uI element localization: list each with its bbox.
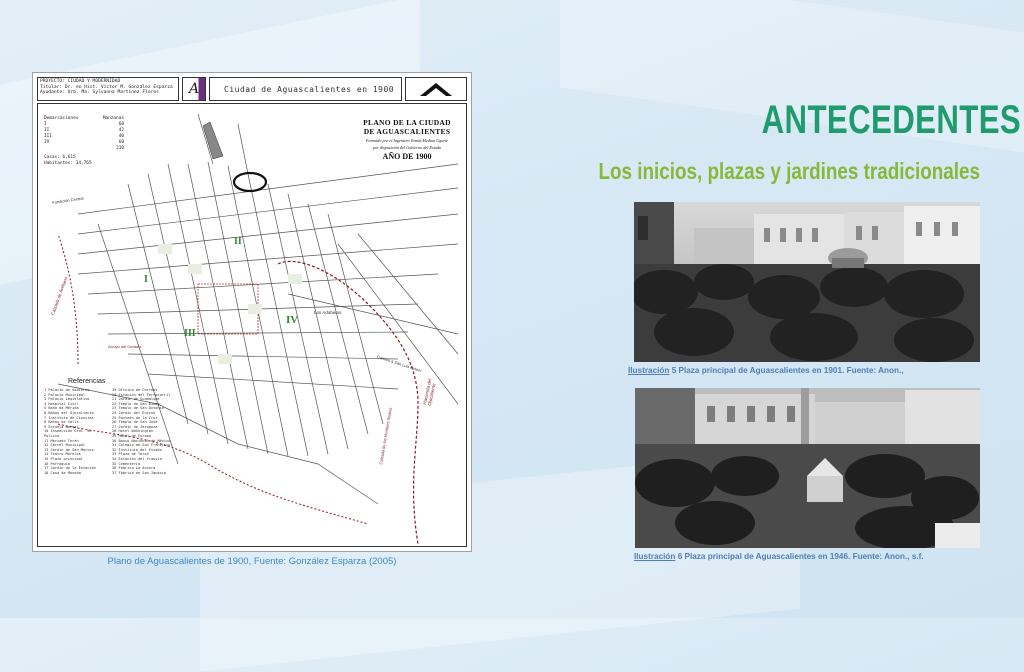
map-project-info	[37, 77, 179, 101]
photo-caption	[628, 366, 904, 375]
map-header	[37, 77, 467, 101]
street-label: Hacienda del Ojocaliente	[422, 378, 437, 407]
reference-item: 24 Jardín del Encino	[112, 410, 156, 415]
stats-header: Demarcaciones Manzanas	[44, 116, 124, 121]
stats-casas: Casas: 6,615	[44, 155, 76, 160]
reference-item: 3 Palacio Legislativo	[44, 397, 90, 402]
zone-label: I	[144, 274, 148, 285]
north-arrow-box	[405, 77, 467, 101]
project-line: PROYECTO: CIUDAD Y MODERNIDAD	[40, 79, 121, 84]
map-header-title: Ciudad de Aguascalientes en 1900	[209, 77, 402, 101]
street-label: Camino a San Luis Potosí	[376, 354, 422, 374]
page-title: ANTECEDENTES	[761, 98, 1022, 142]
stats-row: IV 60	[44, 140, 124, 145]
reference-item: 13 Jardín de San Marcos	[44, 447, 94, 452]
map-logo-letter: A	[188, 81, 200, 97]
reference-item: 23 Templo de San Antonio	[112, 406, 164, 411]
map-title-small: por disposición del Gobierno del Estado	[372, 145, 442, 150]
reference-item: 34 Estación del tranvía	[112, 456, 162, 461]
reference-item: 36 Fábrica La Aurora	[112, 466, 156, 471]
map-statistics	[44, 116, 144, 167]
map-caption: Plano de Aguascalientes de 1900, Fuente: González Esparza (2005)	[107, 556, 397, 567]
caption-link[interactable]: Ilustración	[628, 366, 670, 375]
photo-plaza-1901	[634, 202, 980, 362]
caption-text: 5 Plaza principal de Aguascalientes en 1901. Fuente: Anon.,	[671, 366, 904, 375]
city-map-figure	[32, 72, 472, 552]
reference-item: 9 Escuela Normal	[44, 424, 79, 429]
photo-caption	[634, 552, 924, 561]
map-title-block	[352, 118, 462, 161]
reference-item: 35 Cementerio	[112, 461, 141, 466]
reference-item: 7 Instituto de Ciencias	[44, 415, 94, 420]
street-label: Fundición Central	[52, 195, 84, 205]
reference-item: 6 Baños del Ojocaliente	[44, 410, 94, 415]
stats-row: III 40	[44, 134, 124, 139]
reference-item: 20 Estación del Ferrocarril	[112, 392, 171, 397]
reference-item: 25 Panteón de la Cruz	[112, 415, 158, 420]
reference-item: 10 Inspección Gral. de Policía	[44, 429, 92, 438]
reference-item: 4 Hospital Civil	[44, 401, 79, 406]
reference-item: 5 Baño de Mérida	[44, 406, 79, 411]
reference-item: 17 Jardín de la Estación	[44, 466, 96, 471]
reference-item: 15 Plaza principal	[44, 456, 83, 461]
map-title-small: Formado por el Ingeniero Tomás Medina Ugarte	[365, 138, 449, 143]
reference-item: 11 Mercado Terán	[44, 438, 79, 443]
reference-item: 33 Plaza de Toros	[112, 452, 149, 457]
stats-total: 210	[116, 146, 124, 151]
reference-item: 12 Cárcel Municipal	[44, 443, 86, 448]
reference-item: 18 Casa de Moneda	[44, 470, 81, 475]
map-drawing	[37, 103, 467, 547]
photo-image	[634, 202, 980, 362]
street-label: Calzada de Arellano	[50, 276, 69, 316]
north-arrow-icon	[416, 80, 456, 98]
map-title-line: DE AGUASCALIENTES	[363, 127, 451, 136]
map-title-line: PLANO DE LA CIUDAD	[363, 118, 451, 127]
map-references-list	[44, 388, 174, 475]
project-line: Titular: Dr. en Hist. Victor M. González Esparza	[40, 84, 173, 90]
map-references-title: Referencias	[68, 378, 106, 385]
reference-item: 27 Jardín de Zaragoza	[112, 424, 158, 429]
project-line: Ayudante: Urb. Ma. Sylvanna Martínez Flores	[40, 90, 159, 96]
reference-item: 2 Palacio Municipal	[44, 392, 86, 397]
map-title-year: AÑO DE 1900	[382, 152, 432, 161]
reference-item: 1 Palacio de Gobierno	[44, 388, 90, 392]
stats-row: I 68	[44, 122, 124, 127]
reference-item: 8 Baños de Valle	[44, 420, 79, 425]
reference-item: 16 Parroquia	[44, 461, 70, 466]
reference-item: 26 Templo de San José	[112, 420, 158, 425]
reference-item: 28 Hotel Washington	[112, 429, 154, 434]
map-streets	[38, 104, 467, 547]
photo-image	[635, 388, 980, 548]
reference-item: 19 Oficina de Correos	[112, 388, 158, 392]
caption-text: 6 Plaza principal de Aguascalientes en 1946. Fuente: Anon., s.f.	[677, 552, 924, 561]
zone-label: IV	[286, 314, 299, 326]
map-logo	[182, 77, 206, 101]
reference-item: 29 Hotel de Europa	[112, 433, 151, 438]
reference-item: 30 Banco Nacional de México	[112, 438, 171, 443]
caption-link[interactable]: Ilustración	[634, 552, 676, 561]
reference-item: 14 Teatro Morelos	[44, 452, 81, 457]
reference-item: 32 Instituto del Estado	[112, 447, 162, 452]
reference-item: 22 Templo de San Diego	[112, 401, 160, 406]
street-label: Calzada de los Hombres Ilustres	[378, 407, 393, 465]
reference-item: 37 Fábrica de San Ignacio	[112, 470, 167, 475]
page-subtitle: Los inicios, plazas y jardines tradicionales	[598, 158, 980, 184]
reference-item: 31 Colegio de San Francisco	[112, 443, 171, 448]
zone-label: III	[184, 328, 196, 339]
street-label: Arroyo del Cedazo	[108, 344, 142, 349]
photo-plaza-1946	[635, 388, 980, 548]
reference-item: 21 Jardín de Guadalupe	[112, 397, 160, 402]
zone-label: II	[234, 236, 242, 247]
stats-habitantes: Habitantes: 34,765	[44, 161, 92, 166]
street-label: Los Adoberos	[314, 310, 342, 315]
stats-row: II 42	[44, 128, 124, 133]
